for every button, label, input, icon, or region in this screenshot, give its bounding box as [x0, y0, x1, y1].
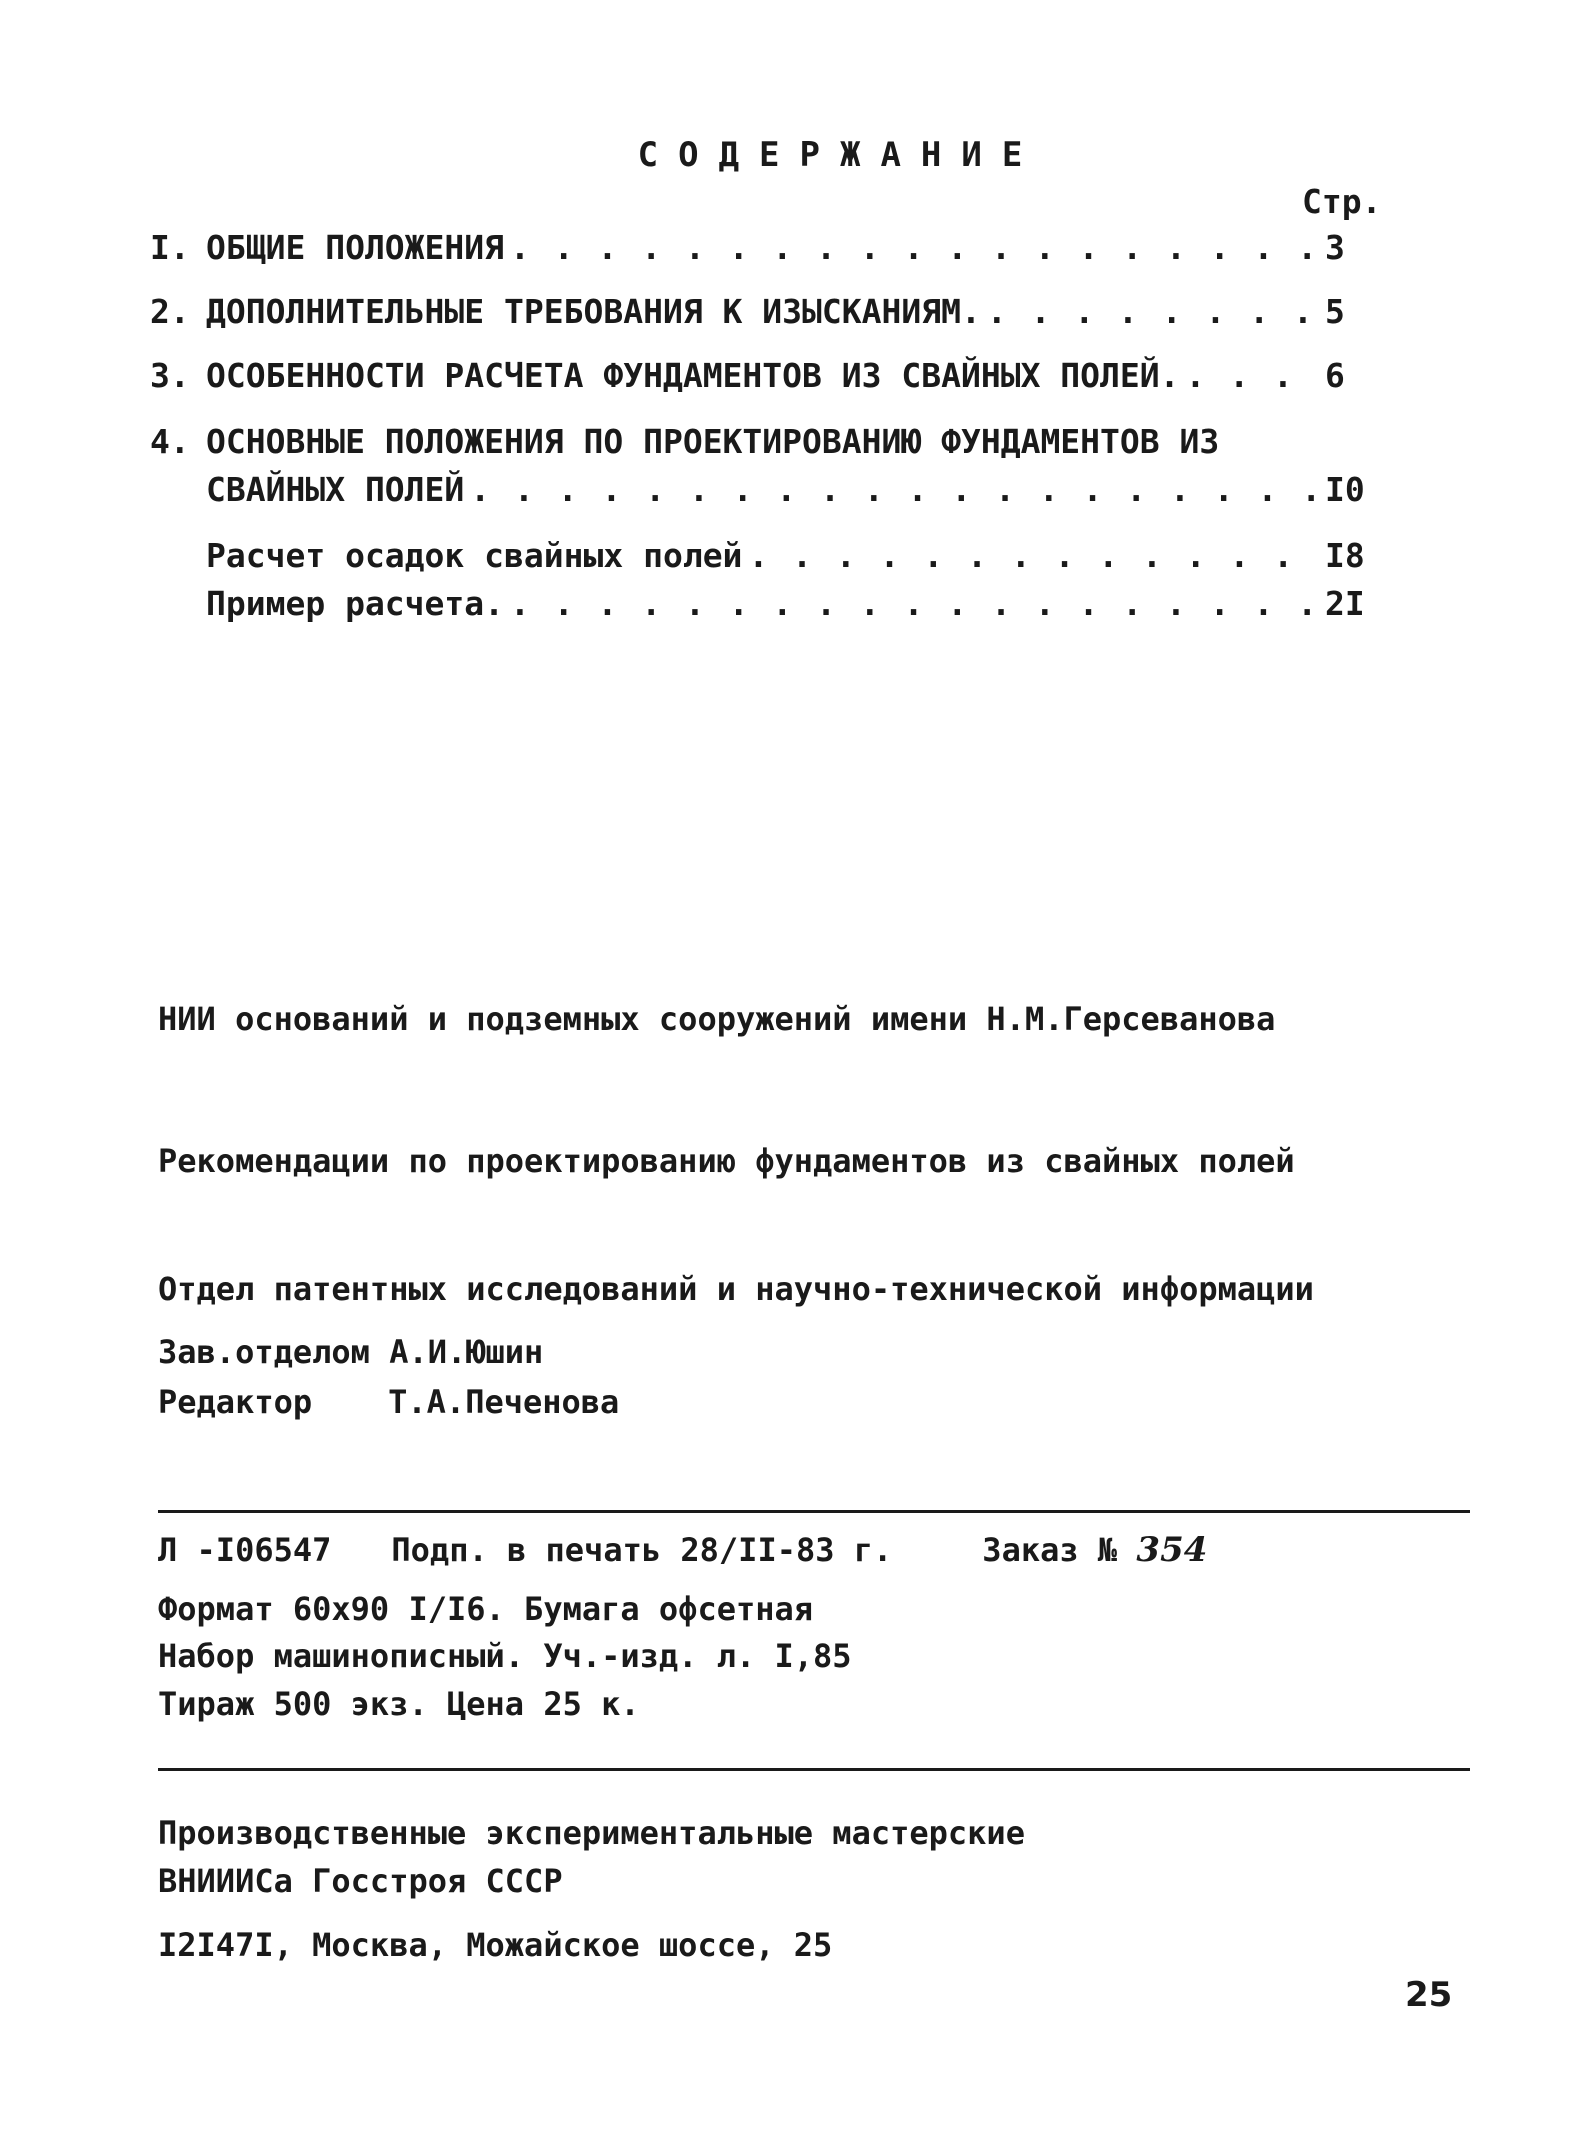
toc-item-text: СВАЙНЫХ ПОЛЕЙ	[206, 470, 465, 509]
toc-leader-dots	[742, 536, 1321, 575]
license-number: Л -I06547	[158, 1531, 332, 1569]
toc-item	[150, 292, 1375, 340]
toc-leader-dots	[464, 470, 1321, 509]
toc-item-number: I.	[150, 228, 190, 267]
toc-item-text: ОСНОВНЫЕ ПОЛОЖЕНИЯ ПО ПРОЕКТИРОВАНИЮ ФУНДАМЕНТОВ ИЗ	[206, 422, 1220, 461]
toc-item-number: 4.	[150, 422, 190, 461]
toc-item-line2	[206, 470, 1375, 518]
toc-leader-dots	[504, 228, 1321, 267]
toc-item-text: ОБЩИЕ ПОЛОЖЕНИЯ	[206, 228, 505, 267]
typeset-line: Набор машинописный. Уч.-изд. л. I,85	[158, 1637, 852, 1675]
toc-subitem	[206, 584, 1375, 632]
divider	[158, 1768, 1470, 1771]
editor-name: Т.А.Печенова	[388, 1383, 620, 1421]
toc-item-page: 6	[1325, 356, 1345, 395]
toc-subitem-page: I8	[1325, 536, 1365, 575]
toc-item-page: I0	[1325, 470, 1365, 509]
toc-subitem-text: Пример расчета.	[206, 584, 505, 623]
toc-subitem-text: Расчет осадок свайных полей	[206, 536, 743, 575]
run-price-line: Тираж 500 экз. Цена 25 к.	[158, 1685, 640, 1723]
institute-name: НИИ оснований и подземных сооружений имени Н.М.Герсеванова	[158, 1000, 1276, 1038]
toc-item-number: 2.	[150, 292, 190, 331]
publisher-line2: ВНИИИСа Госстроя СССР	[158, 1862, 563, 1900]
signed-to-print: Подп. в печать 28/II-83 г.	[391, 1531, 893, 1569]
toc-subitem-page: 2I	[1325, 584, 1365, 623]
toc-leader-dots	[1180, 356, 1321, 395]
toc-page-column-label: Стр.	[1302, 182, 1382, 221]
publisher-line1: Производственные экспериментальные мастерские	[158, 1814, 1025, 1852]
toc-subitem	[206, 536, 1375, 584]
editor-label: Редактор	[158, 1383, 313, 1421]
toc-item-line1	[150, 422, 1219, 461]
toc-item-text: ДОПОЛНИТЕЛЬНЫЕ ТРЕБОВАНИЯ К ИЗЫСКАНИЯМ.	[206, 292, 981, 331]
department-head: Зав.отделом А.И.Юшин	[158, 1333, 544, 1371]
format-line: Формат 60х90 I/I6. Бумага офсетная	[158, 1590, 814, 1628]
divider	[158, 1510, 1470, 1513]
order-label: Заказ №	[982, 1531, 1118, 1569]
toc-item	[150, 228, 1375, 276]
toc-item-text: ОСОБЕННОСТИ РАСЧЕТА ФУНДАМЕНТОВ ИЗ СВАЙНЫХ ПОЛЕЙ.	[206, 356, 1180, 395]
editor-line	[158, 1383, 619, 1421]
toc-item-number: 3.	[150, 356, 190, 395]
order-number: 354	[1136, 1530, 1208, 1570]
department-name: Отдел патентных исследований и научно-технической информации	[158, 1270, 1314, 1308]
toc-leader-dots	[981, 292, 1321, 331]
page-number: 25	[1405, 1975, 1453, 2015]
toc-leader-dots	[504, 584, 1321, 623]
book-title: Рекомендации по проектированию фундаментов из свайных полей	[158, 1142, 1295, 1180]
print-info-line	[158, 1530, 1207, 1570]
toc-title: СОДЕРЖАНИЕ	[637, 135, 1043, 175]
toc-item	[150, 356, 1375, 404]
toc-item-page: 5	[1325, 292, 1345, 331]
toc-item-page: 3	[1325, 228, 1345, 267]
publisher-address: I2I47I, Москва, Можайское шоссе, 25	[158, 1926, 833, 1964]
